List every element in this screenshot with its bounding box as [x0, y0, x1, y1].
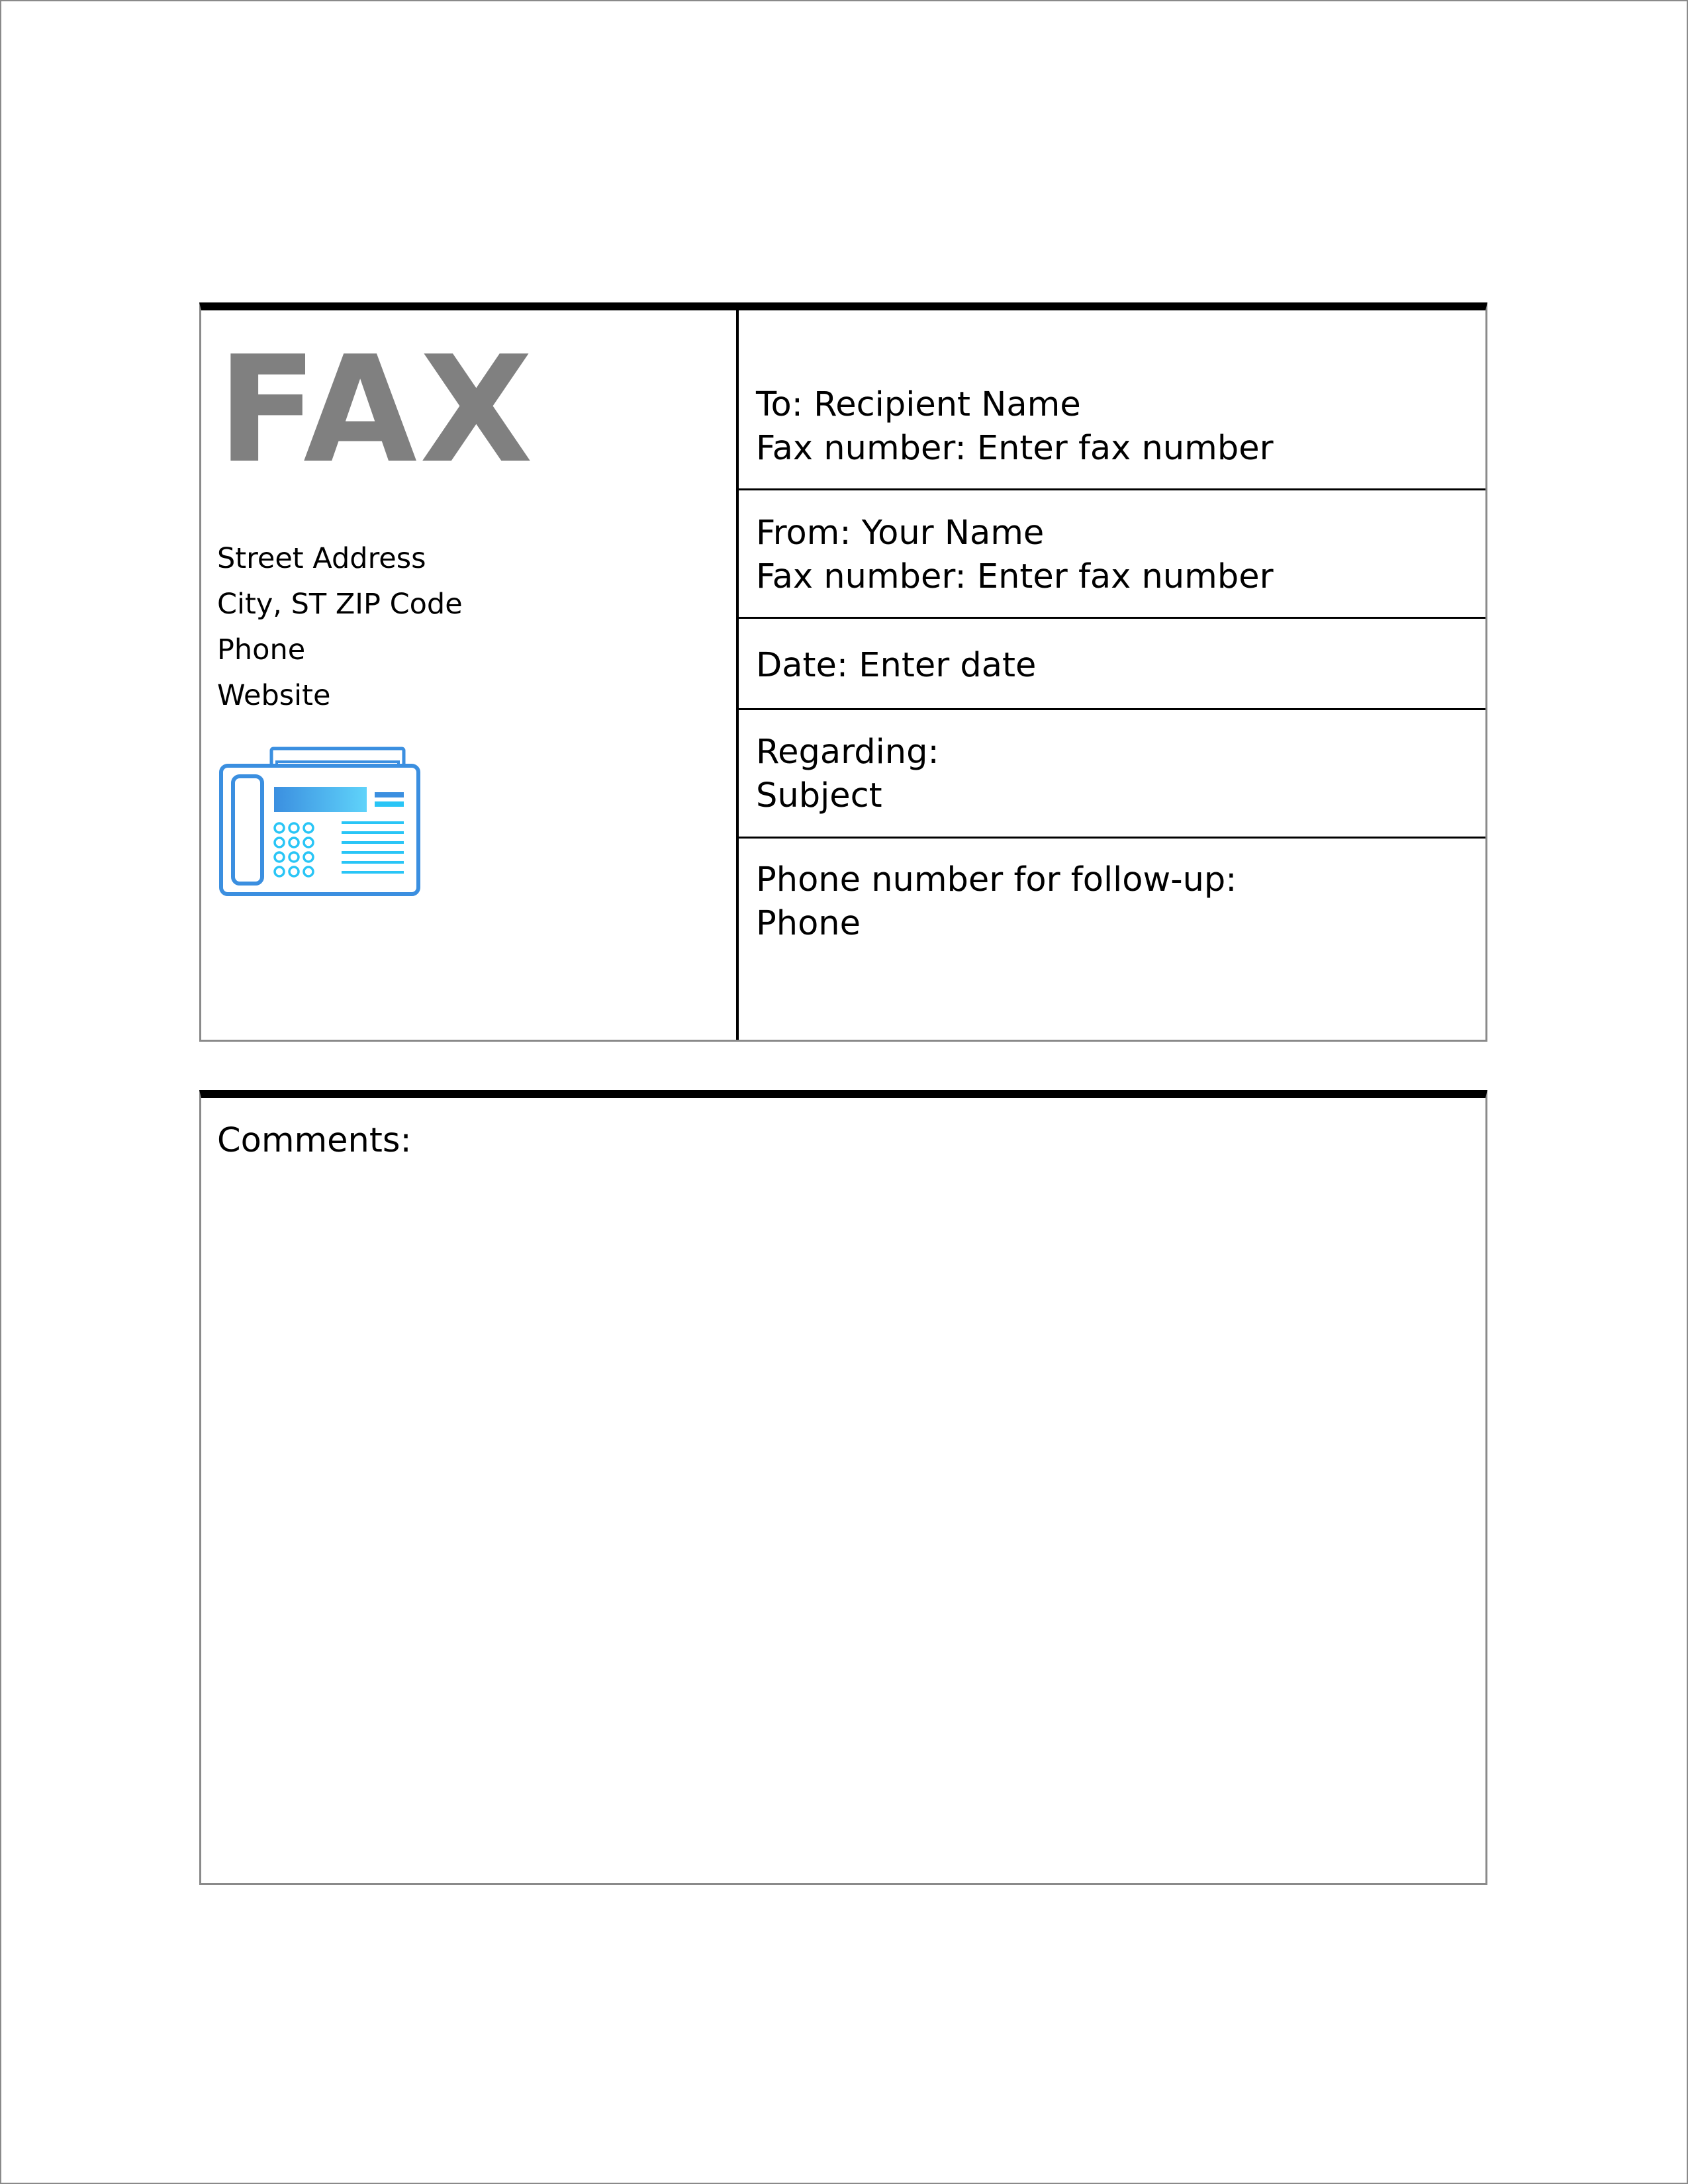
sender-phone: Phone — [217, 633, 306, 666]
city-state-zip: City, ST ZIP Code — [217, 588, 463, 621]
comments-box[interactable] — [199, 1090, 1487, 1885]
sender-column — [201, 310, 739, 1040]
from-sender: From: Your Name — [756, 514, 1045, 553]
followup-field[interactable] — [739, 858, 1485, 946]
recipient-column — [739, 310, 1485, 1040]
fax-header-table — [199, 302, 1487, 1042]
followup-phone: Phone — [756, 904, 861, 943]
regarding-subject: Subject — [756, 776, 882, 815]
divider-from — [739, 617, 1485, 619]
divider-to — [739, 488, 1485, 490]
followup-label: Phone number for follow-up: — [756, 860, 1237, 899]
comments-label: Comments: — [217, 1121, 412, 1160]
sender-address — [217, 536, 463, 719]
to-fax-number: Fax number: Enter fax number — [756, 429, 1274, 468]
to-recipient: To: Recipient Name — [756, 385, 1081, 424]
to-field[interactable] — [739, 383, 1485, 471]
fax-title: FAX — [217, 325, 536, 496]
sender-website: Website — [217, 679, 331, 712]
date-value: Date: Enter date — [756, 646, 1037, 685]
regarding-label: Regarding: — [756, 733, 939, 772]
from-field[interactable] — [739, 512, 1485, 599]
date-field[interactable] — [739, 644, 1485, 688]
divider-date — [739, 708, 1485, 710]
fax-machine-icon — [218, 746, 424, 898]
from-fax-number: Fax number: Enter fax number — [756, 557, 1274, 596]
regarding-field[interactable] — [739, 731, 1485, 818]
divider-regarding — [739, 837, 1485, 839]
street-address: Street Address — [217, 542, 426, 575]
